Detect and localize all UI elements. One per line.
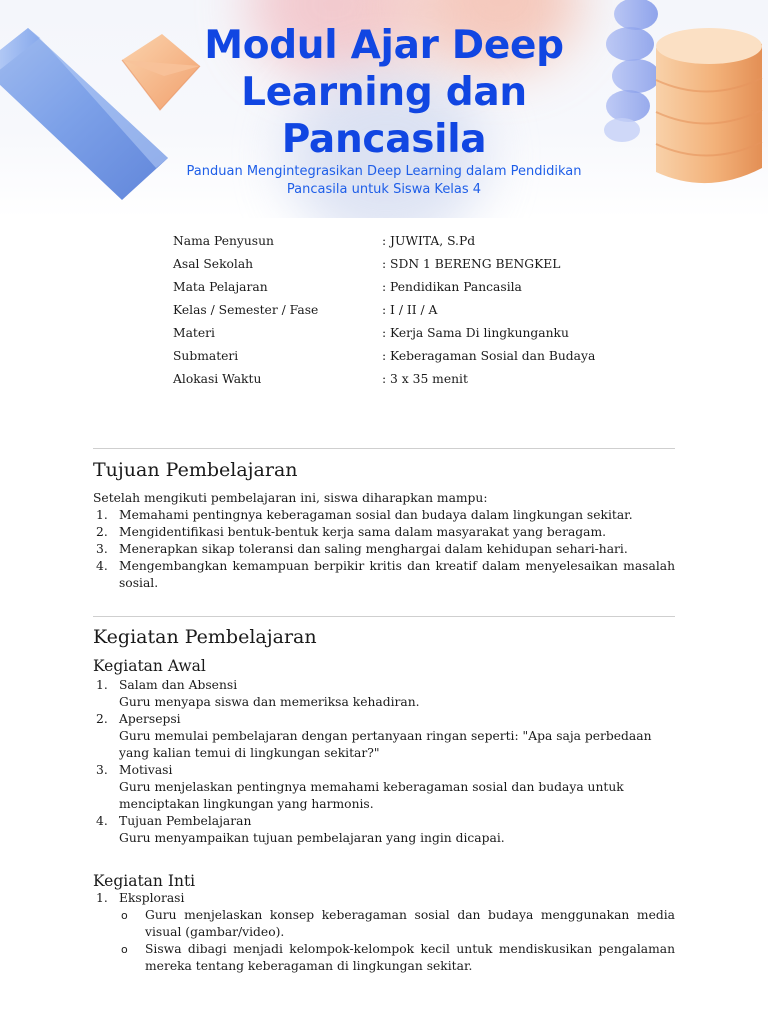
- identity-value: : JUWITA, S.Pd: [382, 234, 476, 248]
- identity-value: : Keberagaman Sosial dan Budaya: [382, 349, 596, 363]
- tujuan-list: [93, 507, 675, 592]
- list-item: [93, 890, 675, 907]
- circle-bullet-icon: o: [121, 943, 128, 956]
- identity-value: : 3 x 35 menit: [382, 372, 468, 386]
- kegiatan-awal-content: [93, 677, 675, 847]
- list-item: [93, 524, 675, 541]
- bullet-text: Guru menjelaskan konsep keberagaman sosial dan budaya menggunakan media visual (gambar/video).: [145, 908, 675, 939]
- header-banner: [0, 0, 768, 218]
- list-item-text: Menerapkan sikap toleransi dan saling menghargai dalam kehidupan sehari-hari.: [119, 542, 628, 556]
- list-item: [93, 541, 675, 558]
- identity-value: : Kerja Sama Di lingkunganku: [382, 326, 569, 340]
- tujuan-content: [93, 490, 675, 592]
- item-title: Tujuan Pembelajaran: [119, 814, 252, 828]
- list-item-text: Mengembangkan kemampuan berpikir kritis dan kreatif dalam menyelesaikan masalah sosial.: [119, 559, 675, 590]
- title-line: Pancasila: [281, 117, 487, 162]
- identity-row: [173, 348, 613, 371]
- section-divider: [93, 448, 675, 449]
- eksplorasi-bullets: [93, 907, 675, 975]
- identity-row: [173, 325, 613, 348]
- identity-label: Kelas / Semester / Fase: [173, 303, 319, 317]
- identity-row: [173, 371, 613, 394]
- identity-label: Mata Pelajaran: [173, 280, 268, 294]
- page-title: [0, 22, 768, 163]
- item-description: Guru menyapa siswa dan memeriksa kehadiran.: [119, 695, 420, 709]
- kegiatan-inti-content: [93, 890, 675, 975]
- list-item: [93, 813, 675, 847]
- bullet-item: [93, 907, 675, 941]
- identity-row: [173, 256, 613, 279]
- tujuan-heading: Tujuan Pembelajaran: [93, 459, 298, 481]
- kegiatan-inti-heading: Kegiatan Inti: [93, 872, 196, 890]
- identity-label: Materi: [173, 326, 215, 340]
- title-line: Modul Ajar Deep: [204, 23, 564, 68]
- identity-value: : SDN 1 BERENG BENGKEL: [382, 257, 561, 271]
- item-title: Apersepsi: [119, 712, 181, 726]
- bullet-text: Siswa dibagi menjadi kelompok-kelompok kecil untuk mendiskusikan pengalaman mereka tentang keberagaman di lingkungan sekitar.: [145, 942, 675, 973]
- identity-label: Submateri: [173, 349, 239, 363]
- list-item: [93, 507, 675, 524]
- item-description: Guru memulai pembelajaran dengan pertanyaan ringan seperti: "Apa saja perbedaan yang kalian temui di lingkungan sekitar?": [119, 729, 652, 760]
- section-divider: [93, 616, 675, 617]
- list-number: 2.: [96, 525, 108, 539]
- list-number: 2.: [96, 712, 108, 726]
- item-title: Eksplorasi: [119, 891, 185, 905]
- kegiatan-heading: Kegiatan Pembelajaran: [93, 626, 317, 648]
- identity-label: Alokasi Waktu: [173, 372, 262, 386]
- item-description: Guru menyampaikan tujuan pembelajaran yang ingin dicapai.: [119, 831, 505, 845]
- list-item-text: Mengidentifikasi bentuk-bentuk kerja sama dalam masyarakat yang beragam.: [119, 525, 607, 539]
- list-number: 4.: [96, 814, 108, 828]
- item-description: Guru menjelaskan pentingnya memahami keberagaman sosial dan budaya untuk menciptakan lingkungan yang harmonis.: [119, 780, 624, 811]
- identity-label: Asal Sekolah: [173, 257, 254, 271]
- list-number: 1.: [96, 678, 108, 692]
- list-item: [93, 677, 675, 711]
- identity-row: [173, 279, 613, 302]
- subtitle-line: Panduan Mengintegrasikan Deep Learning dalam Pendidikan: [186, 164, 582, 179]
- identity-value: : Pendidikan Pancasila: [382, 280, 522, 294]
- page-subtitle: [150, 163, 618, 199]
- item-title: Salam dan Absensi: [119, 678, 238, 692]
- identity-table: [173, 233, 613, 394]
- list-number: 3.: [96, 542, 108, 556]
- list-item: [93, 762, 675, 813]
- title-line: Learning dan: [241, 70, 527, 115]
- list-item: [93, 711, 675, 762]
- identity-row: [173, 233, 613, 256]
- list-item: [93, 558, 675, 592]
- list-item-text: Memahami pentingnya keberagaman sosial dan budaya dalam lingkungan sekitar.: [119, 508, 633, 522]
- list-number: 4.: [96, 559, 108, 573]
- kegiatan-inti-list: [93, 890, 675, 907]
- kegiatan-awal-list: [93, 677, 675, 847]
- list-number: 1.: [96, 891, 108, 905]
- tujuan-intro: Setelah mengikuti pembelajaran ini, siswa diharapkan mampu:: [93, 491, 488, 505]
- bullet-item: [93, 941, 675, 975]
- identity-value: : I / II / A: [382, 303, 438, 317]
- identity-row: [173, 302, 613, 325]
- item-title: Motivasi: [119, 763, 173, 777]
- identity-label: Nama Penyusun: [173, 234, 274, 248]
- list-number: 3.: [96, 763, 108, 777]
- circle-bullet-icon: o: [121, 909, 128, 922]
- list-number: 1.: [96, 508, 108, 522]
- kegiatan-awal-heading: Kegiatan Awal: [93, 657, 206, 675]
- subtitle-line: Pancasila untuk Siswa Kelas 4: [286, 182, 482, 197]
